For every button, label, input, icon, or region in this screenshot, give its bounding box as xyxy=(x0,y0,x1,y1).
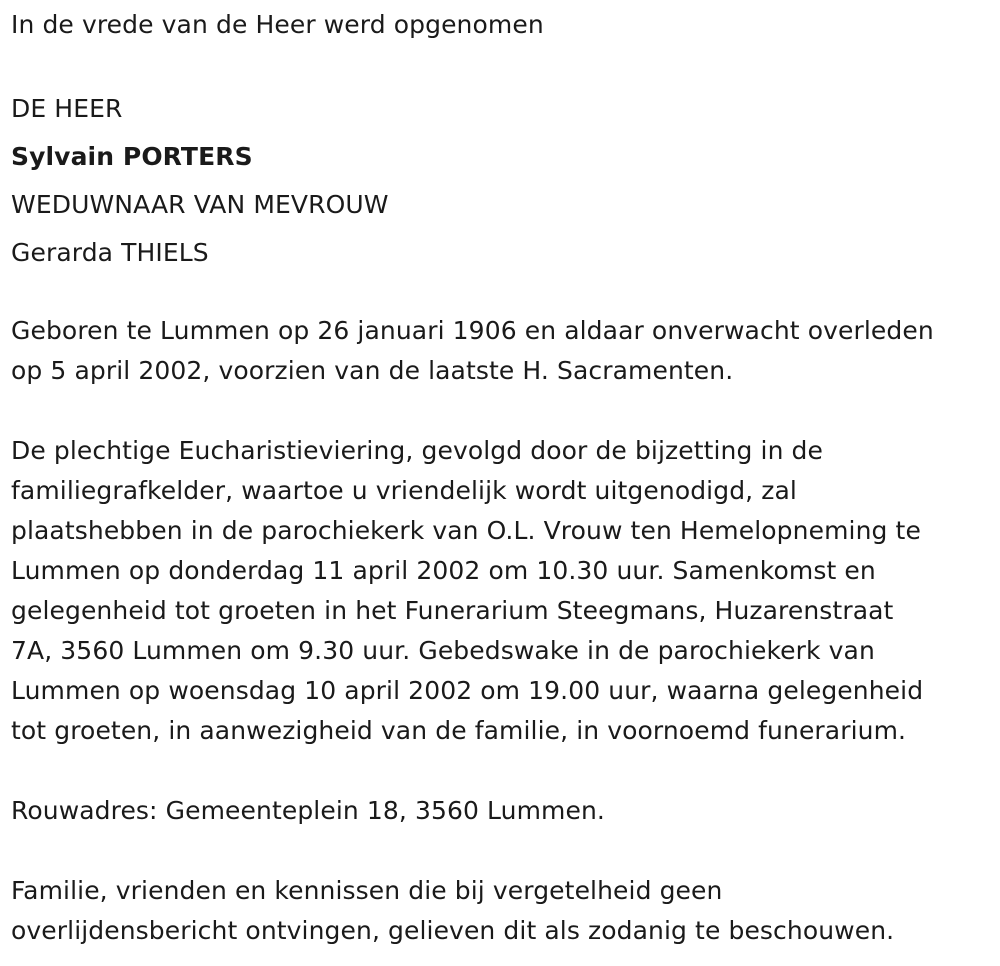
ceremony-line: 7A, 3560 Lummen om 9.30 uur. Gebedswake in de parochiekerk van xyxy=(11,636,875,665)
birth-death-line: Geboren te Lummen op 26 januari 1906 en aldaar onverwacht overleden xyxy=(11,316,934,345)
spacer xyxy=(11,831,996,871)
ceremony-line: Lummen op donderdag 11 april 2002 om 10.30 uur. Samenkomst en xyxy=(11,556,876,585)
ceremony-line: familiegrafkelder, waartoe u vriendelijk wordt uitgenodigd, zal xyxy=(11,476,797,505)
mourning-address: Rouwadres: Gemeenteplein 18, 3560 Lummen. xyxy=(11,796,605,825)
spacer xyxy=(11,45,996,85)
obituary-notice xyxy=(11,0,996,951)
closing-line: Familie, vrienden en kennissen die bij vergetelheid geen xyxy=(11,876,723,905)
deceased-name: Sylvain PORTERS xyxy=(11,142,253,171)
ceremony-line: tot groeten, in aanwezigheid van de familie, in voornoemd funerarium. xyxy=(11,716,907,745)
spouse-name: Gerarda THIELS xyxy=(11,238,209,267)
spacer xyxy=(11,391,996,431)
birth-death-line: op 5 april 2002, voorzien van de laatste H. Sacramenten. xyxy=(11,356,734,385)
relation-line: WEDUWNAAR VAN MEVROUW xyxy=(11,190,389,219)
title-line: DE HEER xyxy=(11,94,123,123)
intro-line: In de vrede van de Heer werd opgenomen xyxy=(11,10,544,39)
closing-line: overlijdensbericht ontvingen, gelieven dit als zodanig te beschouwen. xyxy=(11,916,895,945)
ceremony-line: Lummen op woensdag 10 april 2002 om 19.00 uur, waarna gelegenheid xyxy=(11,676,924,705)
spacer xyxy=(11,277,996,311)
ceremony-line: plaatshebben in de parochiekerk van O.L. Vrouw ten Hemelopneming te xyxy=(11,516,921,545)
ceremony-line: De plechtige Eucharistieviering, gevolgd door de bijzetting in de xyxy=(11,436,824,465)
spacer xyxy=(11,751,996,791)
ceremony-line: gelegenheid tot groeten in het Funerarium Steegmans, Huzarenstraat xyxy=(11,596,894,625)
